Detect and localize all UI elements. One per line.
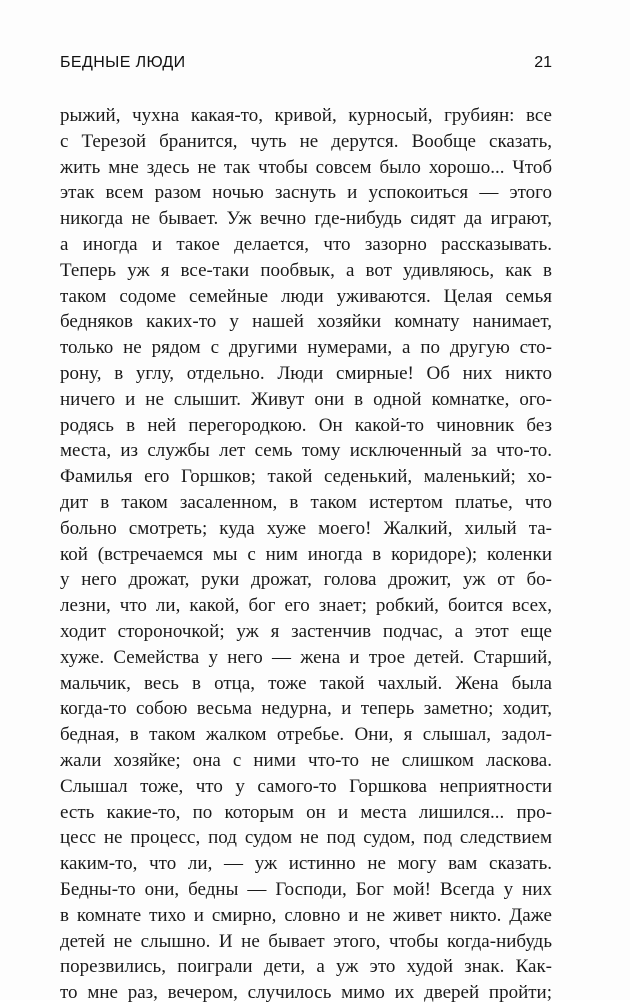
text-line: только не рядом с другими нумерами, а по другую сто-: [60, 337, 552, 359]
text-line: бедняков каких-то у нашей хозяйки комнату нанимает,: [60, 311, 552, 333]
text-line: дит в таком засаленном, в таком истертом платье, что: [60, 491, 552, 513]
text-line: а иногда и такое делается, что зазорно рассказывать.: [60, 233, 552, 255]
text-line: родясь в ней перегородкою. Он какой-то чиновник без: [60, 414, 552, 436]
text-line: кой (встречаемся мы с ним иногда в коридоре); коленки: [60, 543, 552, 565]
text-line: рыжий, чухна какая-то, кривой, курносый, грубиян: все: [60, 105, 552, 126]
text-line: с Терезой бранится, чуть не дерутся. Вообще сказать,: [60, 130, 552, 152]
text-line: у него дрожат, руки дрожат, голова дрожит, уж от бо-: [60, 569, 552, 591]
text-line: Слышал тоже, что у самого-то Горшкова неприятности: [60, 775, 552, 797]
text-line: ходит стороночкой; уж я застенчив подчас, а этот еще: [60, 620, 552, 642]
text-line: то мне раз, вечером, случилось мимо их дверей пройти;: [60, 982, 552, 1004]
text-line: рону, в углу, отдельно. Люди смирные! Об них никто: [60, 362, 552, 384]
text-line: Фамилья его Горшков; такой седенький, маленький; хо-: [60, 466, 552, 488]
text-line: бедная, в таком жалком отребье. Они, я слышал, задол-: [60, 724, 552, 746]
text-line: когда-то собою весьма недурна, и теперь заметно; ходит,: [60, 698, 552, 720]
text-line: жить мне здесь не так чтобы совсем было хорошо... Чтоб: [60, 156, 552, 178]
text-line: каким-то, что ли, — уж истинно не могу вам сказать.: [60, 853, 552, 875]
text-line: цесс не процесс, под судом не под судом, под следствием: [60, 827, 552, 849]
text-line: больно смотреть; куда хуже моего! Жалкий, хилый та-: [60, 517, 552, 539]
text-line: жали хозяйке; она с ними что-то не слишком ласкова.: [60, 749, 552, 771]
text-line: есть какие-то, по которым он и места лишился... про-: [60, 801, 552, 823]
text-line: этак всем разом ночью заснуть и успокоиться — этого: [60, 182, 552, 204]
text-line: в комнате тихо и смирно, словно и не живет никто. Даже: [60, 904, 552, 926]
text-line: детей не слышно. И не бывает этого, чтобы когда-нибудь: [60, 930, 552, 952]
text-line: хуже. Семейства у него — жена и трое детей. Старший,: [60, 646, 552, 668]
text-line: порезвились, поиграли дети, а уж это худой знак. Как-: [60, 956, 552, 978]
text-line: Теперь уж я все-таки пообвык, а вот удивляюсь, как в: [60, 259, 552, 281]
text-line: таком содоме семейные люди уживаются. Целая семья: [60, 285, 552, 307]
text-line: места, из службы лет семь тому исключенный за что-то.: [60, 440, 552, 462]
running-title: БЕДНЫЕ ЛЮДИ: [60, 54, 186, 71]
text-line: никогда не бывает. Уж вечно где-нибудь сидят да играют,: [60, 208, 552, 230]
text-line: Бедны-то они, бедны — Господи, Бог мой! Всегда у них: [60, 878, 552, 900]
text-line: лезни, что ли, какой, бог его знает; робкий, боится всех,: [60, 595, 552, 617]
page-number: 21: [534, 54, 552, 71]
text-line: мальчик, весь в отца, тоже такой чахлый. Жена была: [60, 672, 552, 694]
text-line: ничего и не слышит. Живут они в одной комнатке, ого-: [60, 388, 552, 410]
running-head: [60, 54, 552, 76]
body-text: [60, 103, 552, 1006]
